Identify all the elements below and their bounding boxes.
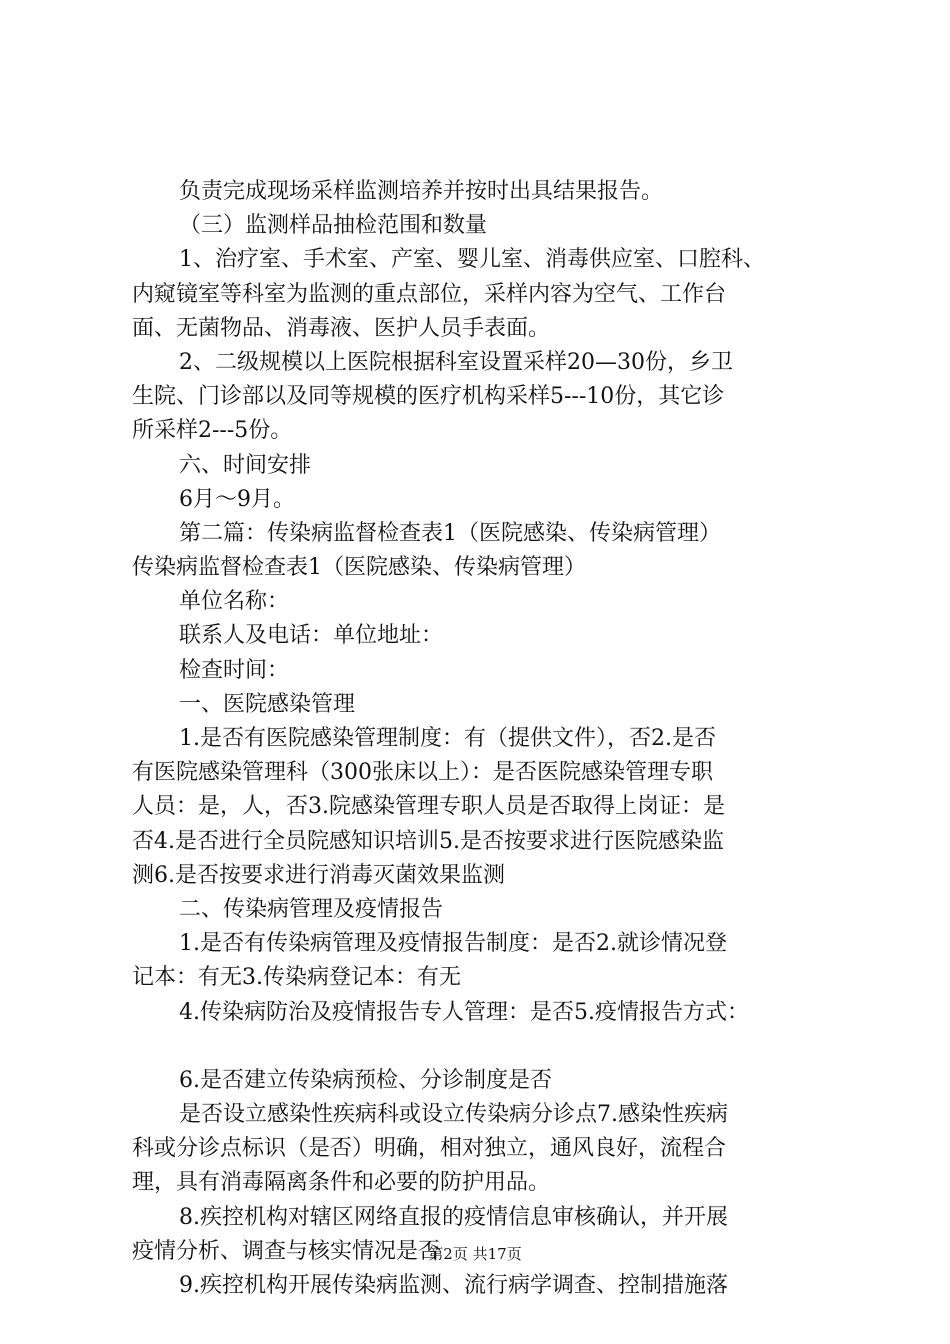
document-line: 记本：有无3.传染病登记本：有无 — [132, 965, 461, 991]
document-line: 面、无菌物品、消毒液、医护人员手表面。 — [132, 315, 551, 341]
document-line: 检查时间： — [179, 657, 290, 683]
document-line: 6.是否建立传染病预检、分诊制度是否 — [179, 1067, 552, 1093]
document-line: 联系人及电话：单位地址： — [179, 623, 444, 649]
document-line: 单位名称： — [179, 589, 290, 615]
document-line: 测6.是否按要求进行消毒灭菌效果监测 — [132, 862, 505, 888]
document-line: 负责完成现场采样监测培养并按时出具结果报告。 — [179, 179, 664, 204]
document-line: 科或分诊点标识（是否）明确，相对独立，通风良好，流程合 — [132, 1136, 727, 1162]
document-line: 1.是否有医院感染管理制度：有（提供文件），否2.是否 — [179, 726, 716, 751]
document-line: 内窥镜室等科室为监测的重点部位，采样内容为空气、工作台 — [132, 281, 727, 307]
document-line: 6月～9月。 — [179, 486, 295, 512]
document-line: 否4.是否进行全员院感知识培训5.是否按要求进行医院感染监 — [132, 828, 724, 854]
document-line: 二、传染病管理及疫情报告 — [179, 896, 444, 922]
document-line: 4.传染病防治及疫情报告专人管理：是否5.疫情报告方式： — [179, 999, 749, 1025]
document-line: （三）监测样品抽检范围和数量 — [179, 213, 488, 239]
document-line: 2、二级规模以上医院根据科室设置采样20—30份，乡卫 — [179, 349, 733, 375]
document-line: 理，具有消毒隔离条件和必要的防护用品。 — [132, 1170, 551, 1196]
document-line: 1、治疗室、手术室、产室、婴儿室、消毒供应室、口腔科、 — [179, 247, 765, 273]
document-line: 疫情分析、调查与核实情况是否 — [132, 1238, 441, 1264]
document-line: 是否设立感染性疾病科或设立传染病分诊点7.感染性疾病 — [179, 1102, 728, 1128]
document-line: 1.是否有传染病管理及疫情报告制度：是否2.就诊情况登 — [179, 931, 727, 957]
document-line: 8.疾控机构对辖区网络直报的疫情信息审核确认，并开展 — [179, 1204, 728, 1230]
document-line: 传染病监督检查表1（医院感染、传染病管理） — [132, 555, 586, 581]
document-line: 第二篇：传染病监督检查表1（医院感染、传染病管理） — [179, 520, 721, 546]
document-body — [132, 175, 837, 1303]
document-line: 所采样2---5份。 — [132, 418, 293, 444]
document-line: 一、医院感染管理 — [179, 691, 356, 717]
document-line: 六、时间安排 — [179, 452, 312, 478]
page-footer: 第2页 共17页 — [428, 1245, 522, 1263]
document-line — [132, 1030, 837, 1064]
document-line: 有医院感染管理科（300张床以上）：是否医院感染管理专职 — [132, 760, 713, 786]
document-line: 生院、门诊部以及同等规模的医疗机构采样5---10份，其它诊 — [132, 384, 725, 410]
document-line: 9.疾控机构开展传染病监测、流行病学调查、控制措施落 — [179, 1273, 728, 1298]
document-line: 人员：是，人，否3.院感染管理专职人员是否取得上岗证：是 — [132, 794, 725, 820]
